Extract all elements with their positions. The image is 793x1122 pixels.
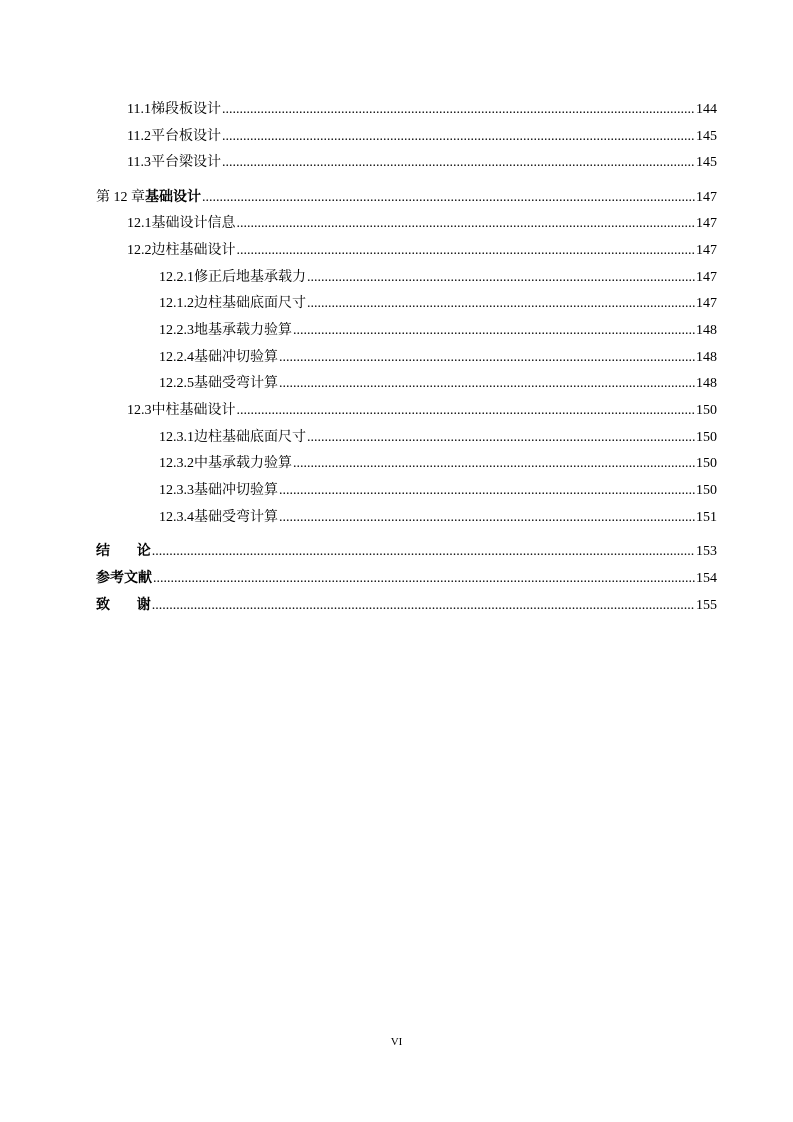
toc-entry-page: 147	[696, 270, 717, 285]
toc-entry-title: 中基承载力验算	[194, 456, 292, 471]
toc-entry-page: 147	[696, 243, 717, 258]
toc-chapter-number: 第 12 章	[96, 190, 145, 205]
toc-entry-number: 12.3	[127, 403, 152, 418]
toc-entry-title: 边柱基础底面尺寸	[194, 296, 306, 311]
toc-chapter-title: 基础设计	[145, 190, 201, 205]
toc-entry-page: 150	[696, 403, 717, 418]
toc-entry-title: 基础受弯计算	[194, 510, 278, 525]
toc-entry-page: 147	[696, 296, 717, 311]
toc-entry-title: 基础冲切验算	[194, 483, 278, 498]
toc-entry-page: 145	[696, 129, 717, 144]
toc-chapter-12[interactable]	[96, 188, 717, 208]
dot-leader	[152, 596, 695, 616]
toc-entry-title: 修正后地基承载力	[194, 270, 306, 285]
toc-entry-11-3[interactable]	[96, 153, 717, 173]
toc-entry-12-3-1[interactable]	[96, 428, 717, 448]
dot-leader	[279, 508, 695, 528]
toc-entry-12-1[interactable]	[96, 214, 717, 234]
toc-entry-title: 平台板设计	[150, 129, 221, 144]
toc-entry-12-1-2[interactable]	[96, 294, 717, 314]
toc-entry-number: 12.2	[127, 243, 152, 258]
toc-entry-number: 12.3.4	[159, 510, 194, 525]
dot-leader	[222, 100, 695, 120]
toc-entry-number: 11.3	[127, 155, 151, 170]
toc-entry-title: 基础冲切验算	[194, 350, 278, 365]
toc-entry-title: 基础受弯计算	[194, 376, 278, 391]
toc-entry-number: 12.2.5	[159, 376, 194, 391]
dot-leader	[307, 294, 695, 314]
dot-leader	[152, 542, 695, 562]
dot-leader	[279, 481, 695, 501]
toc-entry-page: 145	[696, 155, 717, 170]
toc-entry-page: 148	[696, 350, 717, 365]
toc-conclusion[interactable]	[96, 542, 717, 562]
toc-entry-page: 147	[696, 190, 717, 205]
toc-entry-title: 地基承载力验算	[194, 323, 292, 338]
toc-conclusion-char-2: 论	[136, 544, 151, 559]
toc-entry-number: 12.3.1	[159, 430, 194, 445]
toc-acknowledgements-char-2: 谢	[136, 598, 151, 613]
toc-acknowledgements-char-1: 致	[96, 598, 110, 613]
toc-entry-number: 12.1.2	[159, 296, 194, 311]
toc-entry-page: 151	[696, 510, 717, 525]
toc-entry-page: 150	[696, 430, 717, 445]
toc-entry-title: 平台梁设计	[150, 155, 221, 170]
toc-entry-title: 基础设计信息	[151, 216, 236, 231]
toc-entry-number: 11.2	[127, 129, 151, 144]
toc-entry-12-2-4[interactable]	[96, 348, 717, 368]
toc-entry-page: 153	[696, 544, 717, 559]
dot-leader	[237, 241, 696, 261]
toc-references[interactable]	[96, 569, 717, 589]
toc-entry-title: 中柱基础设计	[151, 403, 236, 418]
dot-leader	[237, 214, 696, 234]
toc-entry-number: 12.3.2	[159, 456, 194, 471]
toc-entry-page: 154	[696, 571, 717, 586]
toc-entry-12-2-3[interactable]	[96, 321, 717, 341]
toc-entry-page: 150	[696, 456, 717, 471]
dot-leader	[222, 127, 695, 147]
toc-entry-number: 11.1	[127, 102, 151, 117]
toc-entry-11-1[interactable]	[96, 100, 717, 120]
dot-leader	[237, 401, 696, 421]
toc-entry-number: 12.2.3	[159, 323, 194, 338]
toc-entry-12-3[interactable]	[96, 401, 717, 421]
toc-references-title: 参考文献	[96, 571, 152, 586]
dot-leader	[279, 374, 695, 394]
dot-leader	[153, 569, 695, 589]
toc-entry-12-3-2[interactable]	[96, 454, 717, 474]
toc-entry-title: 边柱基础设计	[151, 243, 236, 258]
page-number-footer: VI	[390, 1036, 403, 1048]
toc-entry-title: 梯段板设计	[150, 102, 221, 117]
dot-leader	[293, 454, 695, 474]
toc-entry-page: 155	[696, 598, 717, 613]
toc-entry-number: 12.2.1	[159, 270, 194, 285]
toc-entry-page: 147	[696, 216, 717, 231]
toc-acknowledgements[interactable]	[96, 596, 717, 616]
toc-entry-title: 边柱基础底面尺寸	[194, 430, 306, 445]
toc-entry-page: 148	[696, 323, 717, 338]
toc-entry-number: 12.3.3	[159, 483, 194, 498]
dot-leader	[307, 428, 695, 448]
toc-entry-page: 144	[696, 102, 717, 117]
toc-entry-12-2-5[interactable]	[96, 374, 717, 394]
dot-leader	[307, 268, 695, 288]
toc-entry-number: 12.2.4	[159, 350, 194, 365]
toc-entry-11-2[interactable]	[96, 127, 717, 147]
dot-leader	[279, 348, 695, 368]
dot-leader	[202, 188, 695, 208]
toc-entry-12-2-1[interactable]	[96, 268, 717, 288]
toc-entry-page: 150	[696, 483, 717, 498]
toc-conclusion-char-1: 结	[96, 544, 110, 559]
toc-entry-12-3-3[interactable]	[96, 481, 717, 501]
dot-leader	[293, 321, 695, 341]
toc-entry-12-3-4[interactable]	[96, 508, 717, 528]
toc-entry-number: 12.1	[127, 216, 152, 231]
toc-entry-12-2[interactable]	[96, 241, 717, 261]
toc-entry-page: 148	[696, 376, 717, 391]
dot-leader	[222, 153, 695, 173]
